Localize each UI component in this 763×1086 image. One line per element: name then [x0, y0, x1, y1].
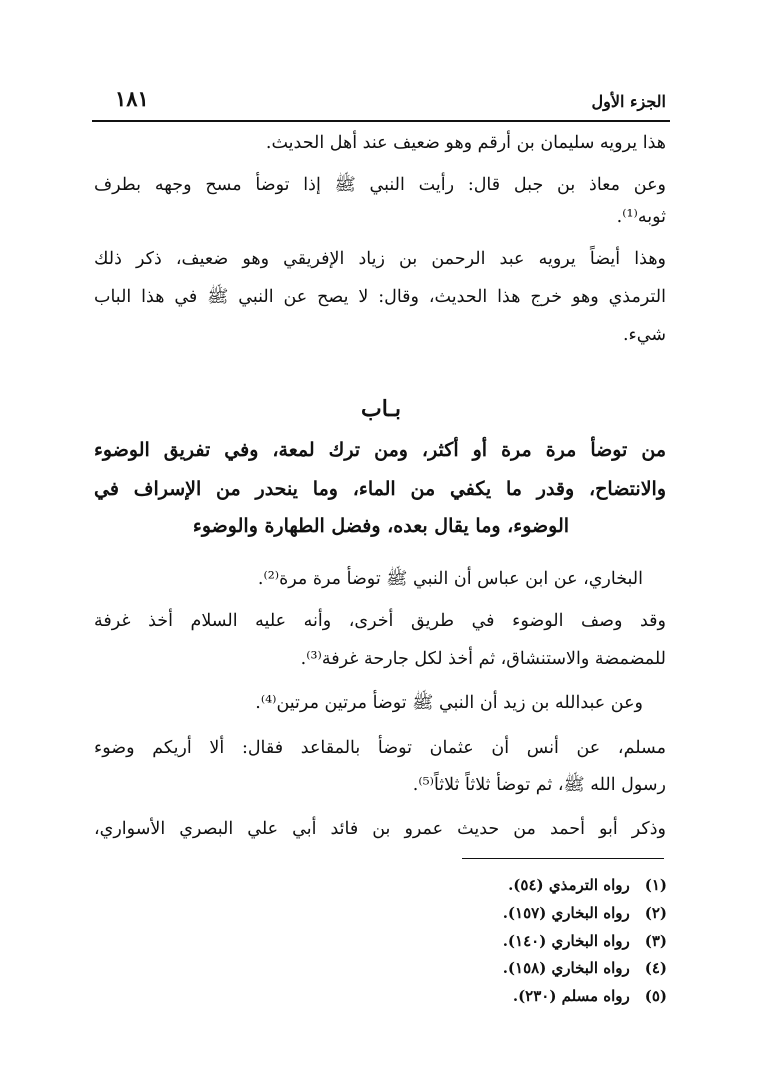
footnote-text: رواه الترمذي (٥٤).: [508, 876, 630, 894]
section-subtitle-line-2: والانتضاح، وقدر ما يكفي من الماء، وما ينحدر من الإسراف في: [94, 478, 666, 500]
paragraph-4-line-1: البخاري، عن ابن عباس أن النبي ﷺ توضأ مرة مرة⁽²⁾.: [257, 569, 643, 589]
section-title: بـاب: [361, 396, 401, 422]
footnote-number: (٣): [644, 932, 667, 950]
paragraph-8-line-1: وذكر أبو أحمد من حديث عمرو بن فائد أبي علي البصري الأسواري،: [94, 819, 666, 839]
paragraph-5-line-1: وقد وصف الوضوء في طريق أخرى، وأنه عليه السلام أخذ غرفة: [94, 611, 666, 631]
running-header-title: الجزء الأول: [591, 92, 666, 111]
header-rule: [92, 120, 670, 122]
paragraph-2-line-1: وعن معاذ بن جبل قال: رأيت النبي ﷺ إذا توضأ مسح وجهه بطرف: [94, 175, 666, 195]
paragraph-1-line-1: هذا يرويه سليمان بن أرقم وهو ضعيف عند أهل الحديث.: [265, 133, 666, 153]
footnote-number: (٢): [644, 904, 667, 922]
paragraph-6-line-1: وعن عبدالله بن زيد أن النبي ﷺ توضأ مرتين مرتين⁽⁴⁾.: [255, 693, 643, 713]
section-subtitle-line-1: من توضأ مرة مرة أو أكثر، ومن ترك لمعة، وفي تفريق الوضوء: [94, 439, 666, 461]
page-number: ١٨١: [115, 86, 149, 111]
paragraph-2-line-2: ثوبه⁽¹⁾.: [616, 207, 666, 227]
footnote-5: [513, 987, 667, 1005]
footnote-text: رواه البخاري (١٥٨).: [502, 959, 630, 977]
paragraph-3-line-2: الترمذي وهو خرج هذا الحديث، وقال: لا يصح عن النبي ﷺ في هذا الباب: [94, 287, 666, 307]
footnote-number: (٤): [644, 959, 667, 977]
paragraph-3-line-1: وهذا أيضاً يرويه عبد الرحمن بن زياد الإفريقي وهو ضعيف، ذكر ذلك: [94, 249, 666, 269]
footnote-text: رواه البخاري (١٤٠).: [502, 932, 630, 950]
footnote-number: (٥): [644, 987, 667, 1005]
footnote-2: [503, 904, 667, 922]
paragraph-7-line-1: مسلم، عن أنس أن عثمان توضأ بالمقاعد فقال: ألا أريكم وضوء: [94, 738, 666, 758]
section-subtitle-line-3: الوضوء، وما يقال بعده، وفضل الطهارة والوضوء: [192, 515, 570, 537]
footnote-3: [503, 932, 667, 950]
footnote-4: [503, 959, 667, 977]
footnote-text: رواه البخاري (١٥٧).: [502, 904, 630, 922]
footnote-text: رواه مسلم (٢٣٠).: [512, 987, 630, 1005]
paragraph-5-line-2: للمضمضة والاستنشاق، ثم أخذ لكل جارحة غرفة⁽³⁾.: [300, 649, 666, 669]
paragraph-3-line-3: شيء.: [622, 325, 666, 345]
footnote-rule: [462, 858, 664, 859]
paragraph-7-line-2: رسول الله ﷺ، ثم توضأ ثلاثاً ثلاثاً⁽⁵⁾.: [412, 775, 666, 795]
footnote-1: [508, 876, 667, 894]
footnote-number: (١): [644, 876, 667, 894]
